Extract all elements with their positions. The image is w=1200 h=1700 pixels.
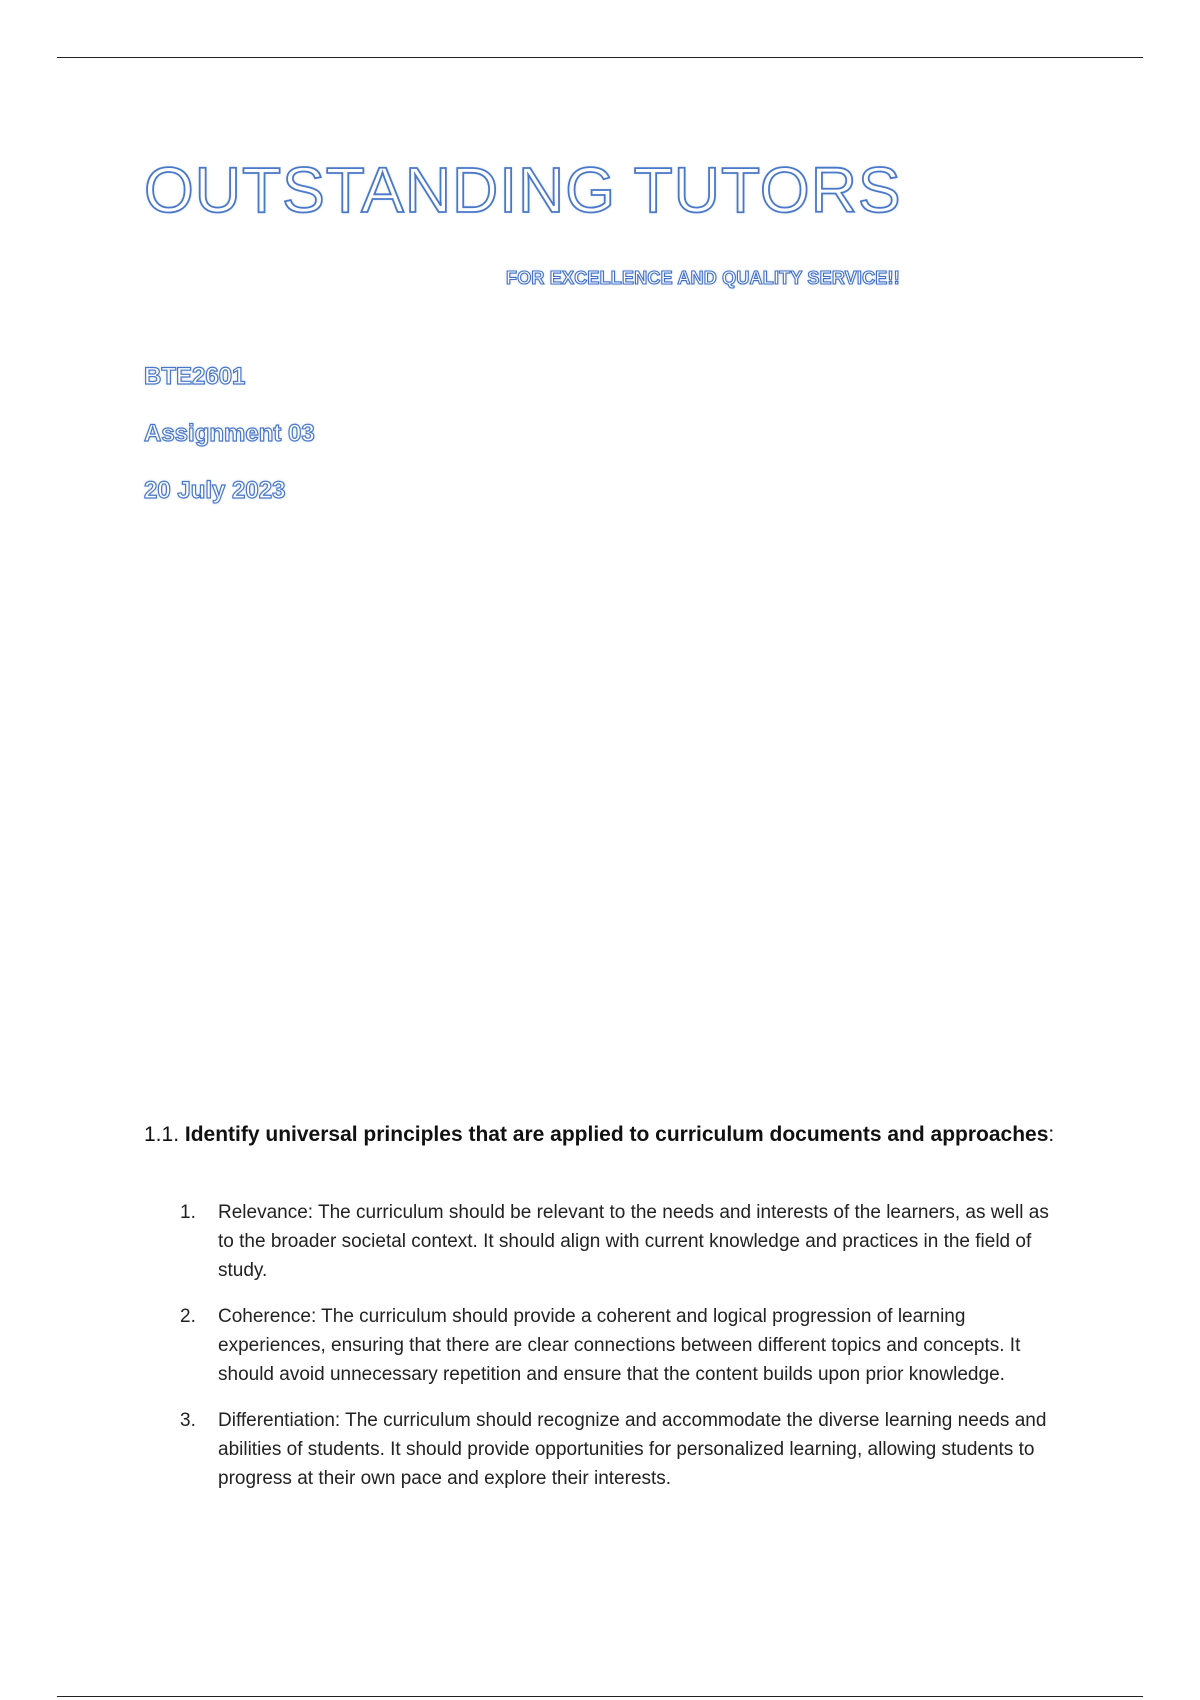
page-title: OUTSTANDING TUTORS xyxy=(144,154,902,226)
list-item-number: 1. xyxy=(180,1202,196,1223)
list-item xyxy=(144,1198,1064,1285)
tagline: FOR EXCELLENCE AND QUALITY SERVICE!! xyxy=(506,268,900,288)
question-number: 1.1. xyxy=(144,1123,180,1146)
list-item-number: 3. xyxy=(180,1410,196,1431)
list-item-text: Differentiation: The curriculum should recognize and accommodate the diverse learning needs and abilities of students. It should provide opportunities for personalized learning, allowing students to progress at their own pace and explore their interests. xyxy=(218,1410,1047,1489)
list-item-number: 2. xyxy=(180,1306,196,1327)
assignment-date: 20 July 2023 xyxy=(144,477,286,504)
list-item-text: Relevance: The curriculum should be relevant to the needs and interests of the learners, as well as to the broader societal context. It should align with current knowledge and practices in the field of study. xyxy=(218,1202,1049,1281)
list-item xyxy=(144,1406,1064,1493)
bottom-divider xyxy=(57,1696,1143,1697)
top-divider xyxy=(57,57,1143,58)
list-item-text: Coherence: The curriculum should provide a coherent and logical progression of learning experiences, ensuring that there are clear connections between different topics and concepts. It should avoid unnecessary repetition and ensure that the content builds upon prior knowledge. xyxy=(218,1306,1021,1385)
list-item xyxy=(144,1302,1064,1389)
assignment-label: Assignment 03 xyxy=(144,420,315,447)
question-heading xyxy=(144,1118,1064,1151)
principles-list xyxy=(144,1198,1064,1510)
question-text: Identify universal principles that are applied to curriculum documents and approaches xyxy=(184,1123,1049,1146)
course-code: BTE2601 xyxy=(144,363,246,390)
question-suffix: : xyxy=(1048,1123,1055,1146)
